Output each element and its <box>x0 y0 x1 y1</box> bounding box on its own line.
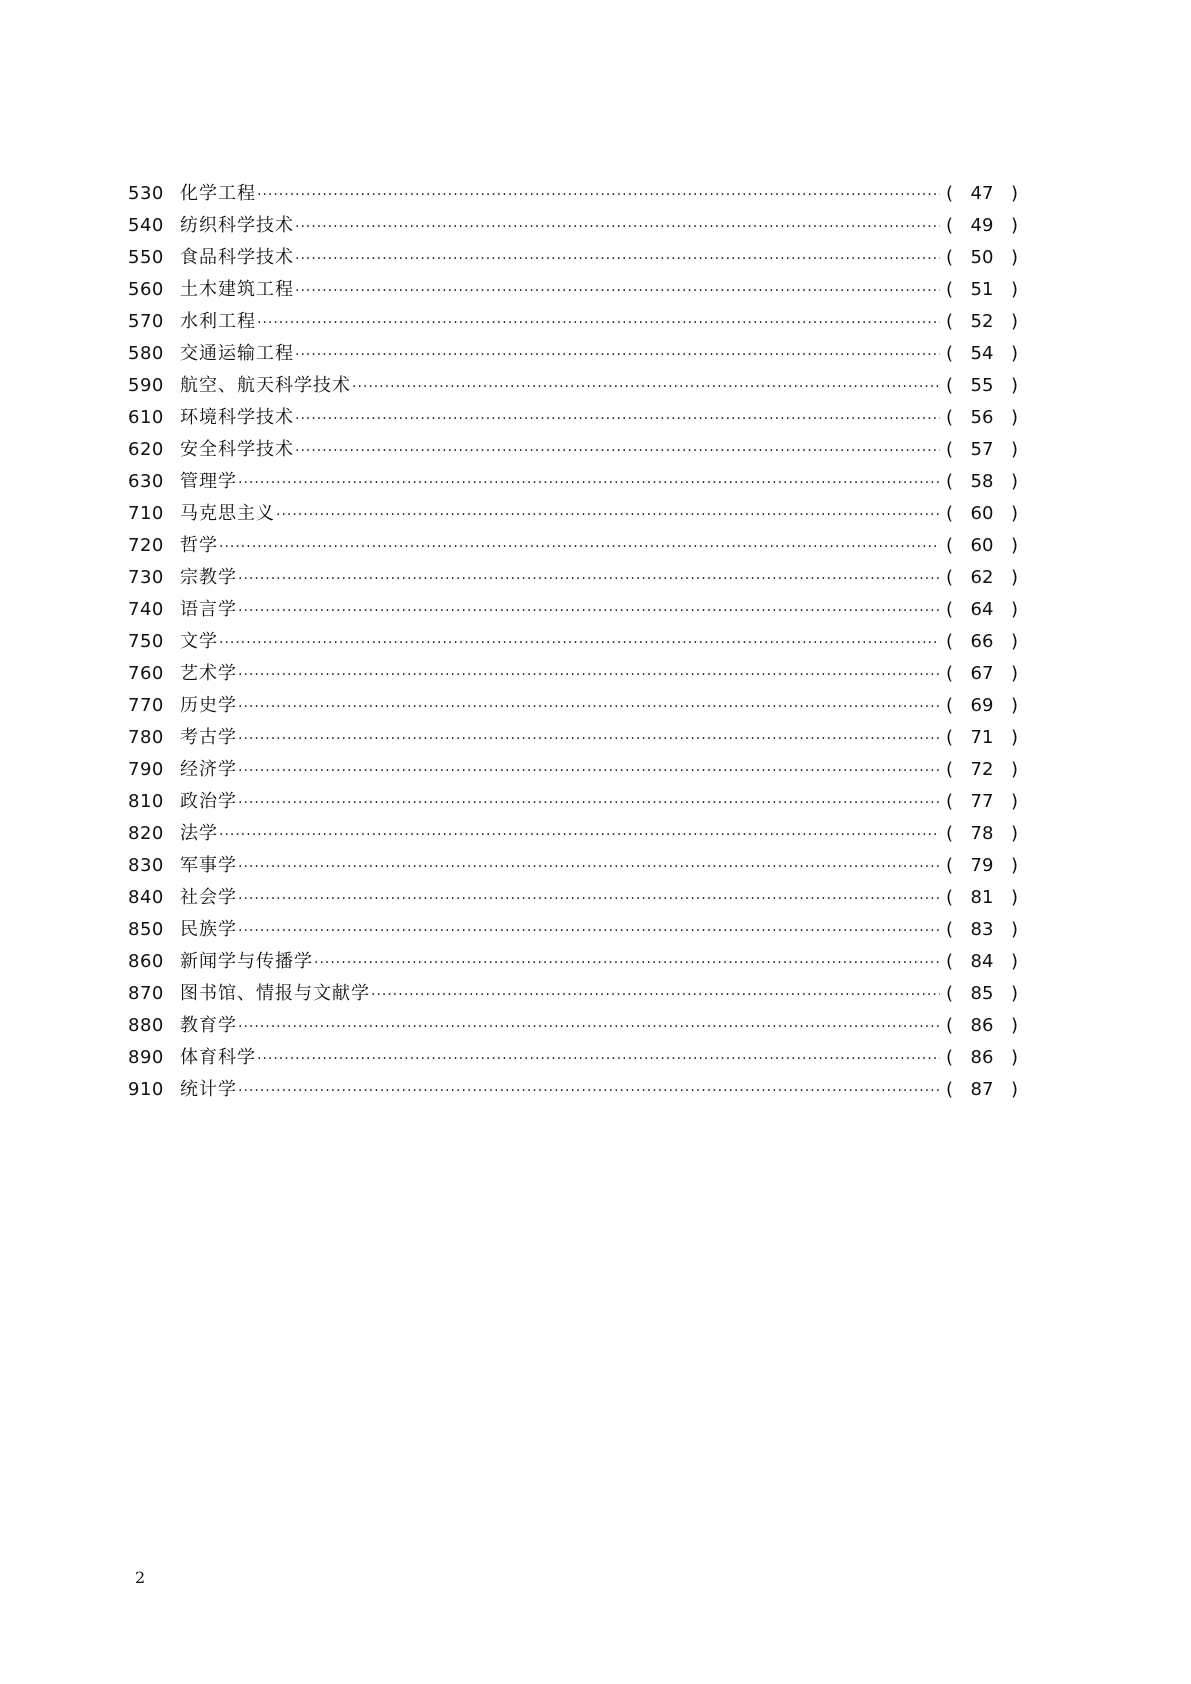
dot-leader <box>257 307 940 339</box>
toc-code: 590 <box>128 375 164 396</box>
dot-leader <box>238 1075 940 1107</box>
toc-title: 考古学 <box>180 727 237 748</box>
toc-page-number: 52 <box>970 311 994 332</box>
toc-title: 图书馆、情报与文献学 <box>180 983 370 1004</box>
dot-leader <box>257 179 940 211</box>
dot-leader <box>238 851 940 883</box>
toc-code: 790 <box>128 759 164 780</box>
dot-leader <box>238 691 940 723</box>
toc-title: 军事学 <box>180 855 237 876</box>
toc-entry <box>128 178 1018 210</box>
toc-entry <box>128 914 1018 946</box>
toc-entry <box>128 882 1018 914</box>
toc-code: 890 <box>128 1047 164 1068</box>
toc-page-ref: ( 52 ) <box>946 306 1018 338</box>
toc-entry <box>128 818 1018 850</box>
toc-title: 环境科学技术 <box>180 407 294 428</box>
toc-code: 880 <box>128 1015 164 1036</box>
toc-page-number: 71 <box>970 727 994 748</box>
toc-entry <box>128 946 1018 978</box>
toc-title: 马克思主义 <box>180 503 275 524</box>
toc-page-number: 57 <box>970 439 994 460</box>
toc-code: 810 <box>128 791 164 812</box>
toc-title: 语言学 <box>180 599 237 620</box>
toc-title: 教育学 <box>180 1015 237 1036</box>
toc-page-ref: ( 60 ) <box>946 498 1018 530</box>
toc-title: 体育科学 <box>180 1047 256 1068</box>
toc-entry <box>128 754 1018 786</box>
dot-leader <box>352 371 940 403</box>
toc-page-ref: ( 86 ) <box>946 1010 1018 1042</box>
toc-entry <box>128 498 1018 530</box>
toc-code: 620 <box>128 439 164 460</box>
toc-code: 910 <box>128 1079 164 1100</box>
toc-code: 730 <box>128 567 164 588</box>
toc-page-number: 67 <box>970 663 994 684</box>
toc-code: 860 <box>128 951 164 972</box>
toc-code: 560 <box>128 279 164 300</box>
toc-title: 宗教学 <box>180 567 237 588</box>
toc-title: 水利工程 <box>180 311 256 332</box>
toc-page-number: 86 <box>970 1047 994 1068</box>
toc-title: 民族学 <box>180 919 237 940</box>
toc-page-number: 86 <box>970 1015 994 1036</box>
toc-title: 交通运输工程 <box>180 343 294 364</box>
toc-code: 770 <box>128 695 164 716</box>
toc-code: 750 <box>128 631 164 652</box>
toc-page-number: 83 <box>970 919 994 940</box>
toc-code: 760 <box>128 663 164 684</box>
toc-entry <box>128 306 1018 338</box>
dot-leader <box>314 947 940 979</box>
toc-page-ref: ( 71 ) <box>946 722 1018 754</box>
toc-entry <box>128 562 1018 594</box>
toc-code: 850 <box>128 919 164 940</box>
toc-entry <box>128 1074 1018 1106</box>
toc-code: 580 <box>128 343 164 364</box>
toc-title: 历史学 <box>180 695 237 716</box>
toc-page-number: 50 <box>970 247 994 268</box>
toc-code: 630 <box>128 471 164 492</box>
toc-page-ref: ( 77 ) <box>946 786 1018 818</box>
toc-title: 统计学 <box>180 1079 237 1100</box>
toc-title: 政治学 <box>180 791 237 812</box>
toc-page-number: 58 <box>970 471 994 492</box>
toc-entry <box>128 594 1018 626</box>
toc-entry <box>128 402 1018 434</box>
toc-entry <box>128 978 1018 1010</box>
toc-page-ref: ( 54 ) <box>946 338 1018 370</box>
toc-page-ref: ( 49 ) <box>946 210 1018 242</box>
toc-code: 570 <box>128 311 164 332</box>
toc-page-ref: ( 50 ) <box>946 242 1018 274</box>
toc-entry <box>128 242 1018 274</box>
toc-title: 艺术学 <box>180 663 237 684</box>
toc-entry <box>128 690 1018 722</box>
toc-code: 840 <box>128 887 164 908</box>
toc-entry <box>128 338 1018 370</box>
toc-page-ref: ( 51 ) <box>946 274 1018 306</box>
dot-leader <box>219 627 940 659</box>
toc-page-number: 54 <box>970 343 994 364</box>
toc-page-ref: ( 81 ) <box>946 882 1018 914</box>
toc-page-number: 84 <box>970 951 994 972</box>
dot-leader <box>295 243 940 275</box>
dot-leader <box>219 531 940 563</box>
toc-entry <box>128 1010 1018 1042</box>
toc-page-number: 72 <box>970 759 994 780</box>
toc-page-ref: ( 67 ) <box>946 658 1018 690</box>
toc-page-number: 87 <box>970 1079 994 1100</box>
toc-title: 经济学 <box>180 759 237 780</box>
toc-entry <box>128 530 1018 562</box>
toc-page-number: 62 <box>970 567 994 588</box>
toc-code: 550 <box>128 247 164 268</box>
toc-page-ref: ( 66 ) <box>946 626 1018 658</box>
toc-page-ref: ( 87 ) <box>946 1074 1018 1106</box>
dot-leader <box>238 595 940 627</box>
toc-page-number: 78 <box>970 823 994 844</box>
dot-leader <box>238 1011 940 1043</box>
toc-code: 530 <box>128 183 164 204</box>
toc-title: 安全科学技术 <box>180 439 294 460</box>
toc-entry <box>128 786 1018 818</box>
toc-entry <box>128 1042 1018 1074</box>
toc-page-ref: ( 86 ) <box>946 1042 1018 1074</box>
toc-entry <box>128 274 1018 306</box>
toc-entry <box>128 434 1018 466</box>
dot-leader <box>238 915 940 947</box>
toc-page-ref: ( 69 ) <box>946 690 1018 722</box>
toc-page-ref: ( 84 ) <box>946 946 1018 978</box>
toc-page-number: 56 <box>970 407 994 428</box>
toc-page-number: 49 <box>970 215 994 236</box>
toc-page-ref: ( 47 ) <box>946 178 1018 210</box>
toc-entry <box>128 850 1018 882</box>
dot-leader <box>295 339 940 371</box>
toc-page-number: 66 <box>970 631 994 652</box>
toc-title: 食品科学技术 <box>180 247 294 268</box>
dot-leader <box>295 275 940 307</box>
toc-page-number: 69 <box>970 695 994 716</box>
dot-leader <box>257 1043 940 1075</box>
toc-page-number: 81 <box>970 887 994 908</box>
toc-entry <box>128 626 1018 658</box>
toc-title: 社会学 <box>180 887 237 908</box>
dot-leader <box>238 563 940 595</box>
dot-leader <box>295 435 940 467</box>
dot-leader <box>238 467 940 499</box>
toc-page-number: 47 <box>970 183 994 204</box>
toc-page-ref: ( 56 ) <box>946 402 1018 434</box>
toc-page-number: 64 <box>970 599 994 620</box>
dot-leader <box>276 499 940 531</box>
toc-page-ref: ( 58 ) <box>946 466 1018 498</box>
toc-title: 哲学 <box>180 535 218 556</box>
toc-page-number: 60 <box>970 503 994 524</box>
toc-code: 740 <box>128 599 164 620</box>
toc-page-ref: ( 64 ) <box>946 594 1018 626</box>
toc-page-number: 55 <box>970 375 994 396</box>
toc-page-number: 85 <box>970 983 994 1004</box>
toc-title: 航空、航天科学技术 <box>180 375 351 396</box>
toc-code: 870 <box>128 983 164 1004</box>
dot-leader <box>238 883 940 915</box>
toc-title: 法学 <box>180 823 218 844</box>
table-of-contents <box>128 178 1018 1106</box>
toc-title: 新闻学与传播学 <box>180 951 313 972</box>
toc-code: 710 <box>128 503 164 524</box>
toc-page-ref: ( 57 ) <box>946 434 1018 466</box>
toc-entry <box>128 466 1018 498</box>
toc-page-ref: ( 55 ) <box>946 370 1018 402</box>
toc-entry <box>128 370 1018 402</box>
dot-leader <box>238 723 940 755</box>
toc-page-number: 79 <box>970 855 994 876</box>
toc-page-number: 77 <box>970 791 994 812</box>
dot-leader <box>238 755 940 787</box>
toc-page-ref: ( 83 ) <box>946 914 1018 946</box>
toc-title: 化学工程 <box>180 183 256 204</box>
toc-title: 文学 <box>180 631 218 652</box>
toc-code: 540 <box>128 215 164 236</box>
toc-title: 纺织科学技术 <box>180 215 294 236</box>
dot-leader <box>238 659 940 691</box>
toc-page-number: 60 <box>970 535 994 556</box>
toc-entry <box>128 658 1018 690</box>
toc-code: 610 <box>128 407 164 428</box>
toc-entry <box>128 210 1018 242</box>
dot-leader <box>219 819 940 851</box>
toc-page-ref: ( 60 ) <box>946 530 1018 562</box>
toc-code: 820 <box>128 823 164 844</box>
dot-leader <box>295 211 940 243</box>
toc-title: 管理学 <box>180 471 237 492</box>
toc-page-ref: ( 79 ) <box>946 850 1018 882</box>
dot-leader <box>371 979 940 1011</box>
dot-leader <box>295 403 940 435</box>
toc-code: 720 <box>128 535 164 556</box>
toc-title: 土木建筑工程 <box>180 279 294 300</box>
toc-code: 830 <box>128 855 164 876</box>
dot-leader <box>238 787 940 819</box>
toc-page-ref: ( 85 ) <box>946 978 1018 1010</box>
toc-page-ref: ( 72 ) <box>946 754 1018 786</box>
toc-code: 780 <box>128 727 164 748</box>
toc-page-number: 51 <box>970 279 994 300</box>
toc-entry <box>128 722 1018 754</box>
page-number: 2 <box>135 1568 146 1587</box>
toc-page-ref: ( 62 ) <box>946 562 1018 594</box>
toc-page-ref: ( 78 ) <box>946 818 1018 850</box>
